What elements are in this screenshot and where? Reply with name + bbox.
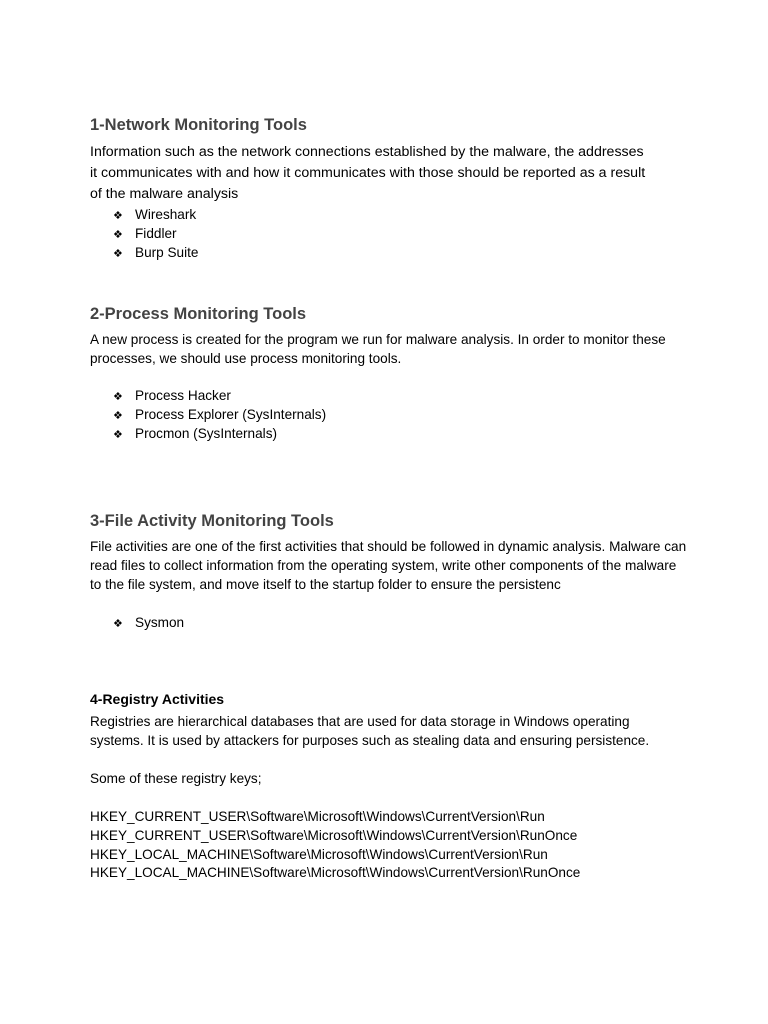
list-item-label: Process Explorer (SysInternals) xyxy=(135,406,327,422)
bullet-list-network-tools xyxy=(113,206,198,262)
list-item xyxy=(113,206,198,225)
list-item xyxy=(113,614,184,633)
list-item-label: Wireshark xyxy=(135,207,197,222)
bullet-list-process-tools xyxy=(113,387,326,443)
section-body-file-activity: File activities are one of the first activities that should be followed in dynamic analysis. Malware can read files to collect information from the operating system, write other components of the malware to the file system, and move itself to the startup folder to ensure the persistenc xyxy=(90,539,687,592)
registry-keys-intro: Some of these registry keys; xyxy=(90,771,262,786)
bullet-list-file-tools xyxy=(113,614,184,633)
list-item xyxy=(113,425,326,444)
section-body-network-monitoring: Information such as the network connections established by the malware, the addresses it communicates with and how it communicates with those should be reported as a result of the malware analysis xyxy=(90,144,646,202)
four-diamond-bullet-icon: ❖ xyxy=(113,390,123,403)
four-diamond-bullet-icon: ❖ xyxy=(113,246,123,260)
list-item xyxy=(113,244,198,263)
list-item-label: Burp Suite xyxy=(135,244,199,260)
list-item xyxy=(113,406,326,425)
registry-key: HKEY_CURRENT_USER\Software\Microsoft\Windows\CurrentVersion\Run xyxy=(90,809,545,824)
list-item-label: Procmon (SysInternals) xyxy=(135,425,278,441)
section-heading-network-monitoring: 1-Network Monitoring Tools xyxy=(90,116,307,134)
four-diamond-bullet-icon: ❖ xyxy=(113,617,123,630)
section-heading-file-activity: 3-File Activity Monitoring Tools xyxy=(90,512,334,530)
registry-key-list xyxy=(90,808,690,883)
section-heading-process-monitoring: 2-Process Monitoring Tools xyxy=(90,305,307,323)
list-item-label: Fiddler xyxy=(135,225,177,241)
registry-key: HKEY_LOCAL_MACHINE\Software\Microsoft\Windows\CurrentVersion\Run xyxy=(90,846,548,862)
registry-key: HKEY_CURRENT_USER\Software\Microsoft\Windows\CurrentVersion\RunOnce xyxy=(90,827,578,843)
list-item xyxy=(113,387,326,406)
list-item-label: Sysmon xyxy=(135,615,185,630)
four-diamond-bullet-icon: ❖ xyxy=(113,227,123,241)
four-diamond-bullet-icon: ❖ xyxy=(113,427,123,441)
section-body-registry: Registries are hierarchical databases that are used for data storage in Windows operating systems. It is used by attackers for purposes such as stealing data and ensuring persistence. xyxy=(90,714,650,748)
section-heading-registry: 4-Registry Activities xyxy=(90,691,225,707)
four-diamond-bullet-icon: ❖ xyxy=(113,209,123,222)
four-diamond-bullet-icon: ❖ xyxy=(113,408,123,422)
registry-key: HKEY_LOCAL_MACHINE\Software\Microsoft\Windows\CurrentVersion\RunOnce xyxy=(90,865,581,881)
section-body-process-monitoring: A new process is created for the program we run for malware analysis. In order to monitor these processes, we should use process monitoring tools. xyxy=(90,332,666,366)
list-item xyxy=(113,225,198,244)
list-item-label: Process Hacker xyxy=(135,388,231,403)
